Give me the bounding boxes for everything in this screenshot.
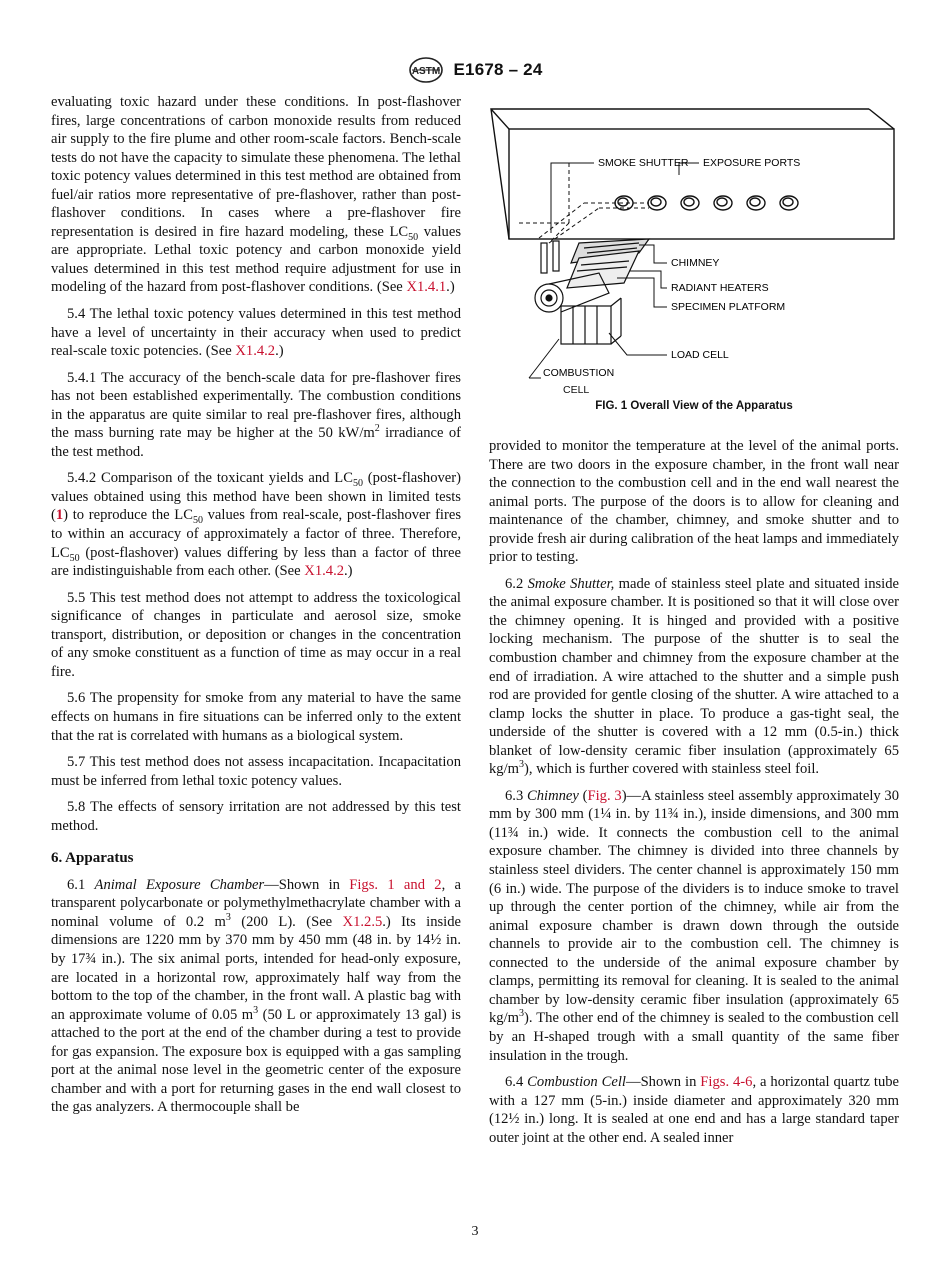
paragraph-5-5: 5.5 This test method does not attempt to address the toxicological significance of changes in particulate and aerosol size, smoke transport, distribution, or deposition or changes in the concentration of any smoke constituent as a function of time as may occur in a real fire. — [51, 589, 461, 680]
paragraph-6-1-cont: provided to monitor the temperature at the level of the animal ports. There are two doors in the exposure chamber, in the front wall near the connection to the combustion cell and in the end wall nearest the animal ports. The purpose of the doors is to allow for cleaning and maintenance of the chamber, chimney, and smoke shutter and to provide fresh air during calibration of the heat lamps and immediately prior to testing. — [489, 438, 899, 566]
ref-figs-4-6-link[interactable]: Figs. 4-6 — [700, 1074, 753, 1091]
paragraph-5-7: 5.7 This test method does not assess incapacitation. Incapacitation must be inferred from lethal toxic potency values. — [51, 754, 461, 789]
page-number: 3 — [471, 1224, 479, 1239]
ref-figs-1-2-link[interactable]: Figs. 1 and 2 — [349, 876, 442, 893]
page-header — [0, 56, 950, 84]
ref-x1-4-1-link[interactable]: X1.4.1 — [406, 279, 447, 296]
ref-x1-4-2-link[interactable]: X1.4.2 — [235, 343, 276, 360]
paragraph-5-4-1: 5.4.1 The accuracy of the bench-scale data for pre-flashover fires has not been established experimentally. The combustion conditions in the apparatus are quite similar to real pre-flashover fires, although the mass burning rate may be higher at the 50 $kW/m^2$ irradiance of the test method. — [51, 369, 461, 460]
label-load-cell: LOAD CELL — [671, 349, 729, 361]
ref-x1-4-2-link[interactable]: X1.4.2 — [304, 563, 345, 580]
label-specimen-platform: SPECIMEN PLATFORM — [671, 301, 786, 313]
section-heading: 6. Apparatus — [51, 850, 134, 867]
apparatus-diagram — [489, 93, 899, 383]
astm-logo-icon — [408, 56, 444, 84]
ref-fig-3-link[interactable]: Fig. 3 — [587, 787, 622, 804]
ref-x1-2-5-link[interactable]: X1.2.5 — [342, 913, 383, 930]
paragraph-5-4: 5.4 The lethal toxic potency values determined in this test method have a level of uncertainty in their accuracy when used to predict real-scale toxic potencies. (See X1.4.2.) — [51, 306, 461, 360]
label-chimney: CHIMNEY — [671, 257, 720, 269]
label-radiant-heaters: RADIANT HEATERS — [671, 282, 769, 294]
ref-1-link[interactable]: 1 — [55, 507, 64, 524]
figure-1 — [489, 93, 899, 412]
right-column — [489, 93, 899, 1155]
paragraph-5-6: 5.6 The propensity for smoke from any material to have the same effects on humans in fire situations can be inferred only to the extent that the rat is correlated with humans as a biological system. — [51, 690, 461, 744]
exposure-chamber-shape — [509, 129, 894, 239]
svg-text:ASTM: ASTM — [411, 66, 440, 77]
paragraph-6-4: 6.4 Combustion Cell—Shown in Figs. 4-6, a horizontal quartz tube with a 127 mm (5-in.) inside diameter and approximately 320 mm (12½ in.) long. It is sealed at one end and has a large standard taper outer joint at the other end. A sealed inner — [489, 1074, 900, 1146]
paragraph-6-3: 6.3 Chimney (Fig. 3)—A stainless steel assembly approximately 30 mm by 300 mm (1¼ in. by 11¾ in.), inside dimensions, and 300 mm (11¾ in.) wide. It connects the combustion cell to the animal exposure chamber. The chimney is divided into three channels by stainless steel dividers. The center channel is approximately 150 mm (6 in.) wide. The purpose of the dividers is to induce smoke to travel up through the center portion of the chimney, while air from the animal exposure chamber is drawn down through the outside channels to provide air to the combustion cell. The chimney is connected to the underside of the animal exposure chamber by clamps, permitting its removal for cleaning. It is sealed to the animal chamber by low-density ceramic fiber insulation (approximately 65 $kg/m^3$). The other end of the chimney is sealed to the combustion cell by an H-shaped trough with a small quantity of the same fiber insulation in the trough. — [489, 787, 900, 1064]
paragraph-5-3-cont: evaluating toxic hazard under these conditions. In post-flashover fires, large concentrations of carbon monoxide results from reduced air supply to the fire plume and other room-scale factors. Bench-scale tests do not have the capacity to simulate these phenomena. The lethal toxic potency values determined in this test method are obtained from fuel/air ratios more representative of pre-flashover, rather than post-flashover conditions. In cases where a pre-flashover fire representation is desired in fire hazard modeling, these $LC_{50}$ values are appropriate. Lethal toxic potency and carbon monoxide yield values determined in this test method require adjustment for use in modeling of the hazard from post-flashover conditions. (See X1.4.1.) — [51, 94, 461, 296]
label-exposure-ports: EXPOSURE PORTS — [703, 157, 801, 169]
label-combustion-cell-line2: CELL — [563, 384, 590, 396]
paragraph-6-1: 6.1 Animal Exposure Chamber—Shown in Figs. 1 and 2, a transparent polycarbonate or polymethylmethacrylate chamber with a nominal volume of 0.2 $m^3$ (200 L). (See X1.2.5.) Its inside dimensions are 1220 mm by 370 mm by 450 mm (48 in. by 14½ in. by 17¾ in.). The six animal ports, intended for head-only exposure, are located in a horizontal row, approximately half way from the bottom to the top of the chamber, in the front wall. A plastic bag with an approximate volume of 0.05 $m^3$ (50 L or approximately 13 gal) is attached to the port at the end of the chamber during a test to provide for gas expansion. The exposure box is equipped with a gas sampling port at the animal nose level in the geometric center of the exposure chamber and with a port for returning gases in the end wall closest to the gas analyzers. A thermocouple shall be — [51, 876, 461, 1116]
document-code: E1678 – 24 — [453, 60, 543, 79]
left-column — [51, 93, 461, 1125]
label-combustion-cell-line1: COMBUSTION — [543, 367, 615, 379]
paragraph-5-8: 5.8 The effects of sensory irritation are not addressed by this test method. — [51, 799, 461, 834]
label-smoke-shutter: SMOKE SHUTTER — [598, 157, 689, 169]
paragraph-5-4-2: 5.4.2 Comparison of the toxicant yields and $LC_{50}$ (post-flashover) values obtained using this method have been shown in limited tests (1) to reproduce the $LC_{50}$ values from real-scale, post-flashover fires to within an accuracy of approximately a factor of three. Therefore, $LC_{50}$ (post-flashover) values differing by less than a factor of three are indistinguishable from each other. (See X1.4.2.) — [51, 470, 461, 580]
figure-caption: FIG. 1 Overall View of the Apparatus — [595, 400, 793, 412]
paragraph-6-2: 6.2 Smoke Shutter, made of stainless steel plate and situated inside the animal exposure chamber. It is positioned so that it will close over the chimney opening. It is hinged and provided with a positive locking mechanism. The purpose of the shutter is to seal the combustion chamber and chimney from the exposure chamber at the end of irradiation. A wire attached to the shutter and a simple push rod are provided for gentle closing of the shutter. A wire attached to a clamp locks the shutter in place. To produce a gas-tight seal, the underside of the shutter is covered with a 12 mm (0.5-in.) thick blanket of low-density ceramic fiber insulation (approximately 65 $kg/m^3$), which is further covered with stainless steel foil. — [489, 575, 899, 778]
